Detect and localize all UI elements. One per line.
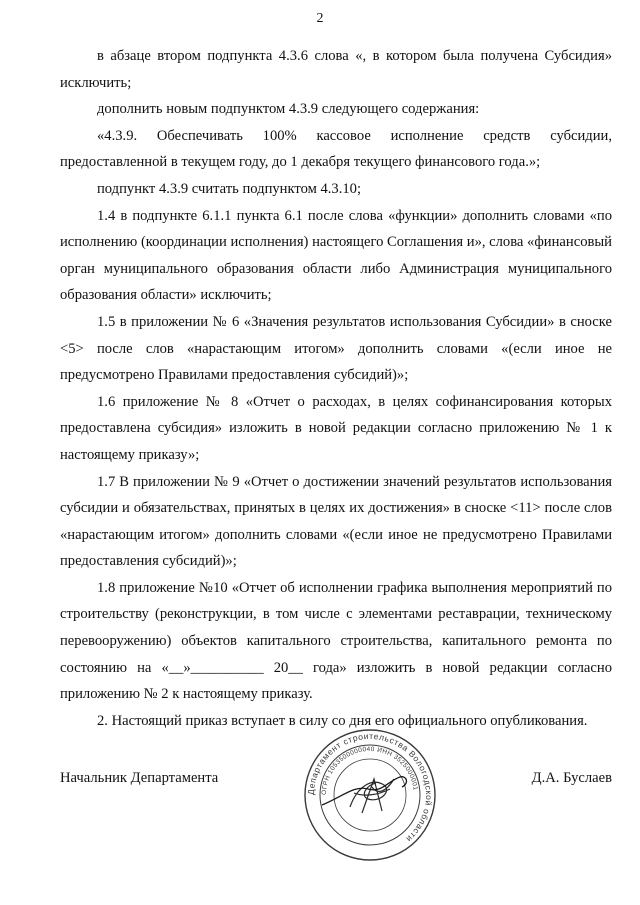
svg-text:ОГРН 1053500000040 ИНН 3525000 bbox=[321, 746, 419, 795]
signatory-title: Начальник Департамента bbox=[60, 770, 219, 786]
signatory-name: Д.А. Буслаев bbox=[531, 770, 612, 786]
paragraph-4-3-9-text: «4.3.9. Обеспечивать 100% кассовое исполнение средств субсидии, предоставленной в текущем году, до 1 декабря текущего финансового года.»; bbox=[60, 127, 612, 171]
paragraph-4-3-6: в абзаце втором подпункта 4.3.6 слова «, в котором была получена Субсидия» исключить; bbox=[60, 48, 612, 91]
official-seal-stamp bbox=[302, 727, 438, 863]
paragraph-renumber: подпункт 4.3.9 считать подпунктом 4.3.10; bbox=[97, 180, 362, 197]
paragraph-1-7: 1.7 В приложении № 9 «Отчет о достижении значений результатов использования субсидии и обязательствах, принятых в целях их достижения» в сноске <11> после слов «нарастающим итогом» дополнить словами «(если иное не предусмотрено Правилами предоставления субсидий)»; bbox=[60, 473, 612, 570]
paragraph-add-4-3-9: дополнить новым подпунктом 4.3.9 следующего содержания: bbox=[97, 101, 480, 118]
paragraph-1-8: 1.8 приложение №10 «Отчет об исполнении графика выполнения мероприятий по строительству (реконструкции, в том числе с элементами реставрации, техническому перевооружению) объектов капитального строительства, капитального ремонта по состоянию на «__»__________ 20__ года» изложить в новой редакции согласно приложению № 2 к настоящему приказу. bbox=[60, 579, 612, 703]
paragraph-2: 2. Настоящий приказ вступает в силу со дня его официального опубликования. bbox=[97, 712, 588, 729]
paragraph-1-6: 1.6 приложение № 8 «Отчет о расходах, в целях софинансирования которых предоставлена субсидия» изложить в новой редакции согласно приложению № 1 к настоящему приказу»; bbox=[60, 393, 612, 463]
paragraph-1-5: 1.5 в приложении № 6 «Значения результатов использования Субсидии» в сноске <5> после слов «нарастающим итогом» дополнить словами «(если иное не предусмотрено Правилами предоставления субсидий)»; bbox=[60, 313, 612, 384]
seal-outer-text: Департамент строительства Вологодской области bbox=[305, 730, 435, 845]
page-number: 2 bbox=[316, 11, 324, 26]
paragraph-1-4: 1.4 в подпункте 6.1.1 пункта 6.1 после слова «функции» дополнить словами «по исполнению (координации исполнения) настоящего Соглашения и», слова «финансовый орган муниципального образования области либо Администрация муниципального образования области» исключить; bbox=[60, 207, 612, 304]
document-body bbox=[60, 43, 612, 734]
seal-inner-text: ОГРН 1053500000040 ИНН 3525000001 bbox=[320, 745, 419, 796]
